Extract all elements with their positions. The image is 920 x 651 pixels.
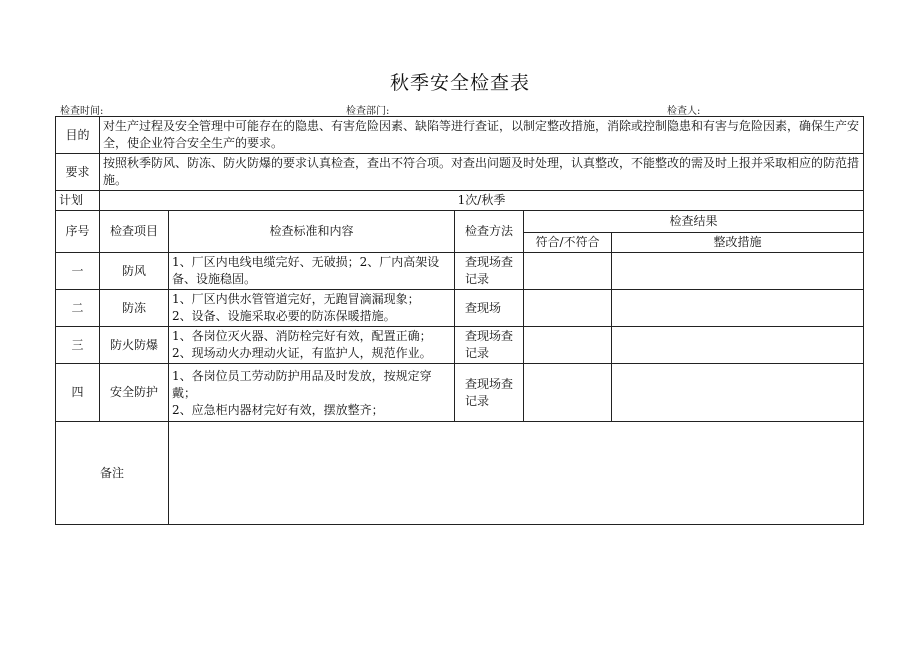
row-item: 安全防护 (100, 364, 169, 422)
row-item: 防风 (100, 253, 169, 290)
row-method: 查现场查记录 (455, 253, 524, 290)
purpose-row (56, 117, 864, 154)
remarks-value[interactable] (169, 422, 864, 525)
header-standard: 检查标准和内容 (169, 211, 455, 253)
header-no: 序号 (56, 211, 100, 253)
header-result: 检查结果 (524, 211, 864, 233)
remarks-row (56, 422, 864, 525)
row-standard: 1、厂区内供水管管道完好，无跑冒滴漏现象； 2、设备、设施采取必要的防冻保暖措施。 (169, 290, 455, 327)
table-row (56, 327, 864, 364)
row-item: 防冻 (100, 290, 169, 327)
row-method: 查现场 (455, 290, 524, 327)
row-conformity[interactable] (524, 253, 612, 290)
row-no: 三 (56, 327, 100, 364)
row-item: 防火防爆 (100, 327, 169, 364)
header-measures: 整改措施 (612, 233, 864, 253)
inspection-dept-label: 检查部门: (346, 106, 390, 117)
row-measures[interactable] (612, 364, 864, 422)
row-conformity[interactable] (524, 290, 612, 327)
row-conformity[interactable] (524, 364, 612, 422)
row-standard: 1、各岗位员工劳动防护用品及时发放，按规定穿戴； 2、应急柜内器材完好有效，摆放整齐； (169, 364, 455, 422)
row-measures[interactable] (612, 327, 864, 364)
row-standard: 1、各岗位灭火器、消防栓完好有效，配置正确； 2、现场动火办理动火证，有监护人，规范作业。 (169, 327, 455, 364)
row-standard: 1、厂区内电线电缆完好、无破损；2、厂内高架设备、设施稳固。 (169, 253, 455, 290)
remarks-label: 备注 (56, 422, 169, 525)
row-method: 查现场查记录 (455, 327, 524, 364)
checklist-table (55, 116, 864, 525)
purpose-text: 对生产过程及安全管理中可能存在的隐患、有害危险因素、缺陷等进行查证，以制定整改措施，消除或控制隐患和有害与危险因素，确保生产安全，使企业符合安全生产的要求。 (100, 117, 864, 154)
requirement-row (56, 154, 864, 191)
row-no: 四 (56, 364, 100, 422)
row-no: 二 (56, 290, 100, 327)
table-row (56, 364, 864, 422)
row-conformity[interactable] (524, 327, 612, 364)
row-method: 查现场查记录 (455, 364, 524, 422)
header-item: 检查项目 (100, 211, 169, 253)
page-title: 秋季安全检查表 (389, 72, 530, 94)
plan-row (56, 191, 864, 211)
header-method: 检查方法 (455, 211, 524, 253)
table-row (56, 253, 864, 290)
row-measures[interactable] (612, 253, 864, 290)
table-row (56, 290, 864, 327)
plan-value: 1次/秋季 (100, 191, 864, 211)
requirement-text: 按照秋季防风、防冻、防火防爆的要求认真检查，查出不符合项。对查出问题及时处理，认真整改，不能整改的需及时上报并采取相应的防范措施。 (100, 154, 864, 191)
plan-label: 计划 (56, 191, 100, 211)
inspection-time-label: 检查时间: (60, 106, 104, 117)
requirement-label: 要求 (56, 154, 100, 191)
header-conformity: 符合/不符合 (524, 233, 612, 253)
purpose-label: 目的 (56, 117, 100, 154)
row-measures[interactable] (612, 290, 864, 327)
header-row (56, 211, 864, 233)
row-no: 一 (56, 253, 100, 290)
inspector-label: 检查人: (667, 106, 701, 117)
